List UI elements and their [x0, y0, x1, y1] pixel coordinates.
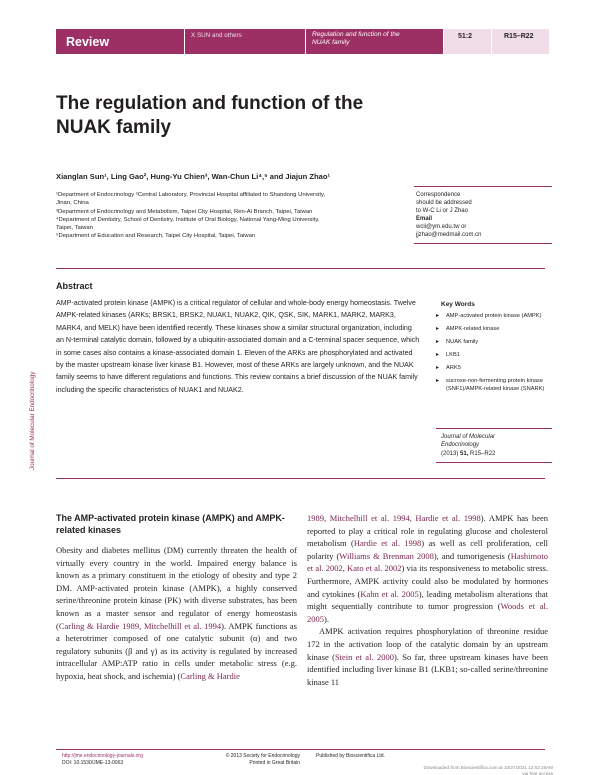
email-link[interactable]: wcli@ym.edu.tw or	[416, 224, 467, 230]
keywords-heading: Key Words	[441, 301, 475, 308]
citation-link[interactable]: Kahn et al. 2005	[360, 588, 419, 599]
body-paragraph	[56, 544, 297, 683]
abstract-heading: Abstract	[56, 281, 93, 291]
body-column-right	[307, 512, 548, 688]
body-text-run: ), leading metabolism alterations that might sequentially contribute to tumor progression (	[307, 588, 548, 612]
keyword-item: ▸ LKB1	[436, 351, 554, 359]
body-text-run: ) via its responsiveness to metabolic stress. Furthermore, AMPK activity could also be modulated by hormones and cytokines (	[307, 563, 548, 599]
correspondence-line: should be addressed	[416, 200, 472, 206]
doi-text: DOI: 10.1530/JME-13-0063	[62, 759, 124, 766]
section-label: Review	[56, 29, 184, 54]
journal-reference	[441, 450, 552, 458]
article-title-line-2: NUAK family	[56, 117, 172, 138]
divider	[56, 268, 545, 269]
section-heading: The AMP-activated protein kinase (AMPK) and AMPK-related kinases	[56, 513, 285, 535]
journal-name-line: Endocrinology	[441, 442, 480, 449]
correspondence-box	[414, 186, 552, 244]
body-paragraph	[307, 512, 548, 625]
abstract-text: AMP-activated protein kinase (AMPK) is a critical regulator of cellular and whole-body energy homeostasis. Twelve AMPK-related kinases (ARKs; BRSK1, BRSK2, NUAK1, NUAK2, QIK, QSK, SIK, MARK1, MARK2, MARK3, MARK4, and MELK) have been identified recently. These kinases show a similar structural organization, including an N-terminal catalytic domain, followed by a ubiquitin-associated domain and a C-terminal spacer sequence, which in some cases also contains a kinase-associated domain 1. Eleven of the ARKs are phosphorylated and activated by the master upstream kinase liver kinase B1. However, most of these ARKs are largely unknown, and the NUAK family seems to have different regulations and functions. This review contains a brief discussion of the NUAK family including the specific characteristics of NUAK1 and NUAK2.	[56, 299, 420, 394]
affiliation-line: Jinan, China	[56, 200, 89, 207]
header-pages: R15–R22	[491, 29, 549, 54]
body-text-run: AMPK activation requires phosphorylation of threonine residue 172 in the activation loop of the catalytic domain by an upstream kinase (	[307, 626, 548, 662]
citation-link[interactable]: Stein et al. 2000	[334, 651, 394, 662]
affiliation-line: ³Department of Endocrinology and Metabolism, Taipei City Hospital, Ren-Ai Branch, Taipei, Taiwan	[56, 208, 313, 215]
correspondence-line: to W-C Li or J Zhao	[416, 208, 468, 214]
citation-link[interactable]: Carling & Hardie 1989, Mitchelhill et al. 1994	[58, 620, 222, 631]
divider	[56, 749, 545, 750]
keyword-item: ▸ AMPK-related kinase	[436, 325, 554, 333]
footer-copyright	[190, 753, 300, 766]
body-text-run: ), and tumorigenesis (	[433, 550, 511, 561]
affiliation-line: Taipei, Taiwan	[56, 225, 93, 232]
body-text-run: ). AMPK has been reported to play a critical role in regulating glucose and cholesterol metabolism (	[307, 513, 548, 549]
body-paragraph	[307, 625, 548, 688]
journal-sidebar-label: Journal of Molecular Endocrinology	[29, 371, 36, 470]
keyword-item: ▸ ARK5	[436, 364, 554, 372]
keyword-item: ▸ AMP-activated protein kinase (AMPK)	[436, 312, 554, 320]
copyright-text: © 2013 Society for Endocrinology	[225, 753, 300, 759]
keywords-list	[436, 312, 554, 398]
article-title-line-1: The regulation and function of the	[56, 93, 364, 114]
citation-link[interactable]: 1989, Mitchelhill et al. 1994, Hardie et al. 1998	[307, 513, 481, 523]
publisher-text: Published by Bioscientifica Ltd.	[316, 753, 385, 759]
header-volume: 51:2	[443, 29, 491, 54]
journal-volume: 51,	[460, 450, 469, 457]
header-authors: X SUN and others	[184, 29, 305, 54]
journal-year: (2013)	[441, 450, 459, 457]
keyword-item: ▸ sucrose-non-fermenting protein kinase (SNF1)/AMPK-related kinase (SNARK)	[436, 377, 554, 393]
body-text-run: Obesity and diabetes mellitus (DM) currently threaten the health of virtually every country in the world. Impaired energy balance is known as a primary constituent in the etiology of obesity and type 2 DM. AMP-activated protein kinase (AMPK), a highly conserved serine/threonine protein kinase (PK) with diverse substrates, has been known as a master sensor and regulator of energy homeostasis (	[56, 545, 297, 631]
journal-pages: R15–R22	[470, 450, 496, 457]
running-title	[305, 29, 443, 54]
citation-link[interactable]: Woods et al. 2005	[307, 601, 548, 624]
footer-links	[62, 753, 143, 766]
journal-citation-box	[436, 428, 552, 463]
body-column-left	[56, 513, 297, 683]
download-stamp	[418, 765, 553, 775]
article-title	[56, 92, 476, 140]
author-list: Xianglan Sun¹, Ling Gao², Hung-Yu Chien³, Wan-Chun Li⁴,⁵ and Jiajun Zhao¹	[56, 172, 331, 181]
citation-link[interactable]: Hashimoto et al. 2002, Kato et al. 2002	[307, 550, 548, 574]
email-link[interactable]: jjzhao@medmail.com.cn	[416, 232, 482, 238]
citation-link[interactable]: Williams & Brenman 2008	[339, 550, 434, 561]
body-text-run: ). So far, three upstream kinases have been identified including liver kinase B1 (LKB1; so-called serine/threonine kinase 11	[307, 651, 549, 687]
divider	[56, 478, 545, 479]
body-text-run: ). AMPK functions as a heterotrimer composed of one catalytic subunit (α) and two regulatory subunits (β and γ) as its activity is regulated by increased intracellular AMP:ATP ratio in cells under metabolic stress (e.g. hypoxia, heat shock, and ischemia) (	[56, 620, 297, 681]
page-header	[56, 29, 549, 54]
access-text: via free access	[522, 771, 553, 775]
running-title-line-2: NUAK family	[312, 39, 350, 46]
affiliation-line: ¹Department of Endocrinology ²Central Laboratory, Provincial Hospital affiliated to Shandong University,	[56, 192, 326, 198]
citation-link[interactable]: Hardie et al. 1998	[353, 538, 422, 549]
affiliation-line: ⁵Department of Education and Research, Taipei City Hospital, Taipei, Taiwan	[56, 233, 256, 240]
body-text-run: ).	[324, 613, 329, 624]
citation-link[interactable]: Carling & Hardie	[180, 670, 240, 681]
affiliations	[56, 191, 386, 241]
body-text-run: ) as well as cell proliferation, cell polarity (	[307, 538, 548, 561]
affiliation-line: ⁴Department of Dentistry, School of Dentistry, Institute of Oral Biology, National Yang-Ming University,	[56, 216, 320, 223]
email-label: Email	[416, 216, 433, 222]
journal-name-line: Journal of Molecular	[441, 434, 496, 440]
download-text: Downloaded from Bioscientifica.com at 10/27/2021 12:53:19AM	[423, 765, 553, 770]
keyword-item: ▸ NUAK family	[436, 338, 554, 346]
journal-url-link[interactable]: http://jme.endocrinology-journals.org	[62, 753, 143, 759]
correspondence-line: Correspondence	[416, 192, 461, 198]
running-title-line-1: Regulation and function of the	[312, 31, 400, 38]
printed-text: Printed in Great Britain	[249, 759, 300, 766]
